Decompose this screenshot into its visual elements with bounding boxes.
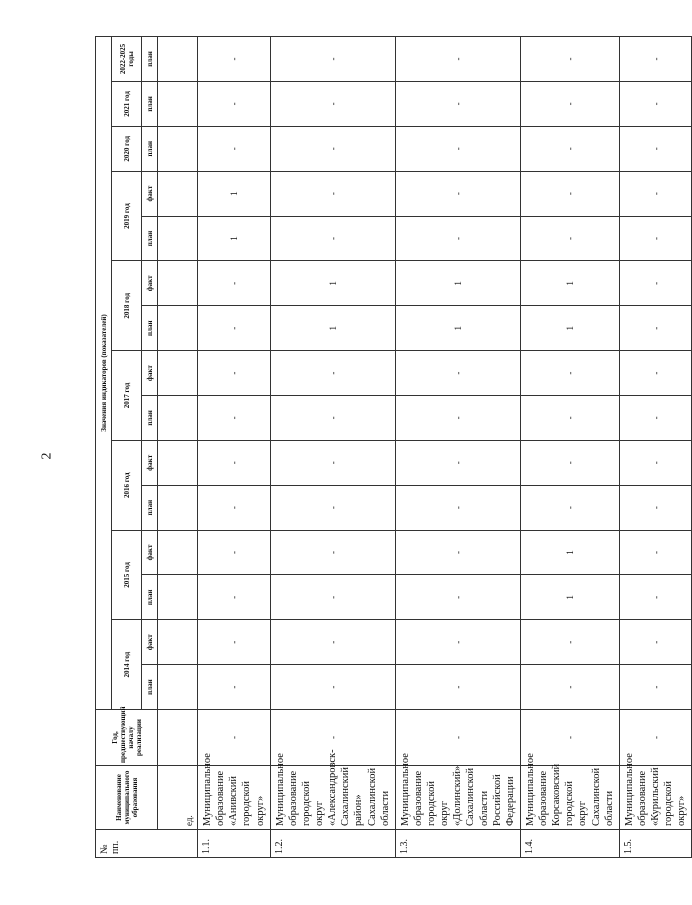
indicator-value: - [520, 126, 619, 171]
year-header: 2015 год [112, 530, 142, 620]
plan-fact-header: план [142, 395, 158, 440]
indicator-value: - [198, 37, 271, 82]
year-header: 2018 год [112, 261, 142, 351]
indicator-value: 1 [270, 261, 395, 306]
indicator-value: - [395, 440, 520, 485]
indicator-value: - [198, 351, 271, 396]
prior-year-value: - [395, 710, 520, 766]
indicator-value: - [619, 261, 692, 306]
table-row [520, 37, 619, 858]
values-header: Значения индикаторов (показателей) [96, 37, 112, 710]
year-header: 2019 год [112, 171, 142, 261]
indicator-value: - [198, 485, 271, 530]
page-number: 2 [39, 452, 55, 460]
empty-cell [158, 395, 198, 440]
num-header: № пп. [96, 830, 198, 858]
plan-fact-header: факт [142, 530, 158, 575]
year-header: 2016 год [112, 440, 142, 530]
year-header: 2014 год [112, 620, 142, 710]
empty-cell [158, 665, 198, 710]
indicator-value: - [270, 171, 395, 216]
indicator-value: - [520, 216, 619, 261]
indicator-value: - [395, 575, 520, 620]
indicator-value: - [520, 665, 619, 710]
municipality-name: Муниципальное образование Корсаковский городской округ Сахалинской области [520, 766, 619, 830]
municipality-name: Муниципальное образование «Анивский городской округ» [198, 766, 271, 830]
indicator-value: - [198, 620, 271, 665]
table-row [395, 37, 520, 858]
indicator-value: - [198, 306, 271, 351]
year-header: 2017 год [112, 351, 142, 441]
indicator-value: - [520, 485, 619, 530]
row-number: 1.5. [619, 830, 692, 858]
indicator-value: - [270, 440, 395, 485]
indicator-value: - [395, 81, 520, 126]
indicator-value: - [270, 37, 395, 82]
empty-cell [158, 710, 198, 766]
indicators-table [95, 36, 692, 858]
plan-fact-header: план [142, 126, 158, 171]
plan-fact-header: план [142, 81, 158, 126]
indicator-value: - [198, 126, 271, 171]
indicator-value: - [619, 216, 692, 261]
indicator-value: - [520, 37, 619, 82]
row-number: 1.3. [395, 830, 520, 858]
indicator-value: - [395, 216, 520, 261]
plan-fact-header: факт [142, 351, 158, 396]
indicator-value: - [270, 395, 395, 440]
empty-cell [158, 485, 198, 530]
indicator-value: - [395, 126, 520, 171]
table-row [198, 37, 271, 858]
table-row [270, 37, 395, 858]
indicator-value: - [619, 126, 692, 171]
indicator-value: - [270, 575, 395, 620]
indicator-value: - [520, 351, 619, 396]
indicator-value: - [395, 37, 520, 82]
indicator-value: - [198, 665, 271, 710]
indicator-value: - [198, 261, 271, 306]
plan-fact-header: план [142, 306, 158, 351]
plan-fact-header: факт [142, 620, 158, 665]
plan-fact-header: план [142, 665, 158, 710]
indicator-value: 1 [520, 261, 619, 306]
indicator-value: - [619, 81, 692, 126]
empty-cell [158, 306, 198, 351]
prior-year-value: - [198, 710, 271, 766]
municipality-name: Муниципальное образование городской округ «Александровск-Сахалинский район» Сахалинской области [270, 766, 395, 830]
indicator-value: - [270, 126, 395, 171]
indicator-value: - [270, 351, 395, 396]
empty-cell [158, 620, 198, 665]
indicator-value: - [270, 485, 395, 530]
indicator-value: - [198, 395, 271, 440]
indicator-value: - [619, 575, 692, 620]
indicator-value: - [198, 440, 271, 485]
empty-cell [158, 126, 198, 171]
year-header: 2021 год [112, 81, 142, 126]
empty-cell [158, 575, 198, 620]
prior-year-header: Год, предшествующий началу реализации [96, 710, 158, 766]
indicator-value: - [520, 440, 619, 485]
prior-year-value: - [520, 710, 619, 766]
indicator-value: - [619, 171, 692, 216]
indicator-value: - [619, 351, 692, 396]
indicator-value: - [520, 395, 619, 440]
indicator-value: - [395, 530, 520, 575]
row-number: 1.4. [520, 830, 619, 858]
indicator-value: 1 [198, 216, 271, 261]
empty-cell [158, 81, 198, 126]
indicator-value: 1 [395, 261, 520, 306]
indicator-value: 1 [520, 530, 619, 575]
plan-fact-header: план [142, 575, 158, 620]
indicator-value: 1 [520, 575, 619, 620]
indicator-value: - [270, 216, 395, 261]
prior-year-value: - [619, 710, 692, 766]
indicator-value: - [198, 530, 271, 575]
indicator-value: - [395, 665, 520, 710]
empty-cell [158, 37, 198, 82]
indicator-value: - [395, 351, 520, 396]
municipality-name: Муниципальное образование «Курильский городской округ» [619, 766, 692, 830]
row-number: 1.1. [198, 830, 271, 858]
indicator-value: - [619, 440, 692, 485]
indicator-value: - [619, 485, 692, 530]
indicator-value: - [619, 530, 692, 575]
plan-fact-header: факт [142, 261, 158, 306]
year-header: 2020 год [112, 126, 142, 171]
table-row [619, 37, 692, 858]
plan-fact-header: план [142, 37, 158, 82]
indicator-value: 1 [395, 306, 520, 351]
plan-fact-header: план [142, 216, 158, 261]
indicator-value: - [198, 575, 271, 620]
plan-fact-header: факт [142, 440, 158, 485]
empty-cell [158, 440, 198, 485]
indicator-value: - [520, 81, 619, 126]
indicator-value: - [395, 171, 520, 216]
year-header: 2022-2025 годы [112, 37, 142, 82]
empty-cell [158, 530, 198, 575]
indicator-value: - [270, 530, 395, 575]
indicator-value: 1 [520, 306, 619, 351]
indicator-value: - [395, 620, 520, 665]
empty-cell [158, 171, 198, 216]
empty-cell [158, 351, 198, 396]
indicator-value: - [619, 665, 692, 710]
empty-cell [158, 216, 198, 261]
indicator-value: - [520, 620, 619, 665]
indicator-value: - [619, 395, 692, 440]
indicator-value: - [270, 620, 395, 665]
prior-year-value: - [270, 710, 395, 766]
municipality-name: Муниципальное образование городской округ «Долинский» Сахалинской области Российской Федерации [395, 766, 520, 830]
indicator-value: - [619, 620, 692, 665]
indicator-value: - [520, 171, 619, 216]
plan-fact-header: факт [142, 171, 158, 216]
rotated-table-wrapper [95, 36, 688, 858]
indicator-value: - [395, 395, 520, 440]
indicator-value: - [270, 81, 395, 126]
indicator-value: - [619, 37, 692, 82]
indicator-value: 1 [198, 171, 271, 216]
unit-cell: ед. [158, 766, 198, 830]
name-header: Наименование муниципального образования [96, 766, 158, 830]
indicator-value: - [619, 306, 692, 351]
plan-fact-header: план [142, 485, 158, 530]
indicator-value: - [270, 665, 395, 710]
indicator-value: 1 [270, 306, 395, 351]
indicator-value: - [395, 485, 520, 530]
row-number: 1.2. [270, 830, 395, 858]
indicator-value: - [198, 81, 271, 126]
empty-cell [158, 261, 198, 306]
